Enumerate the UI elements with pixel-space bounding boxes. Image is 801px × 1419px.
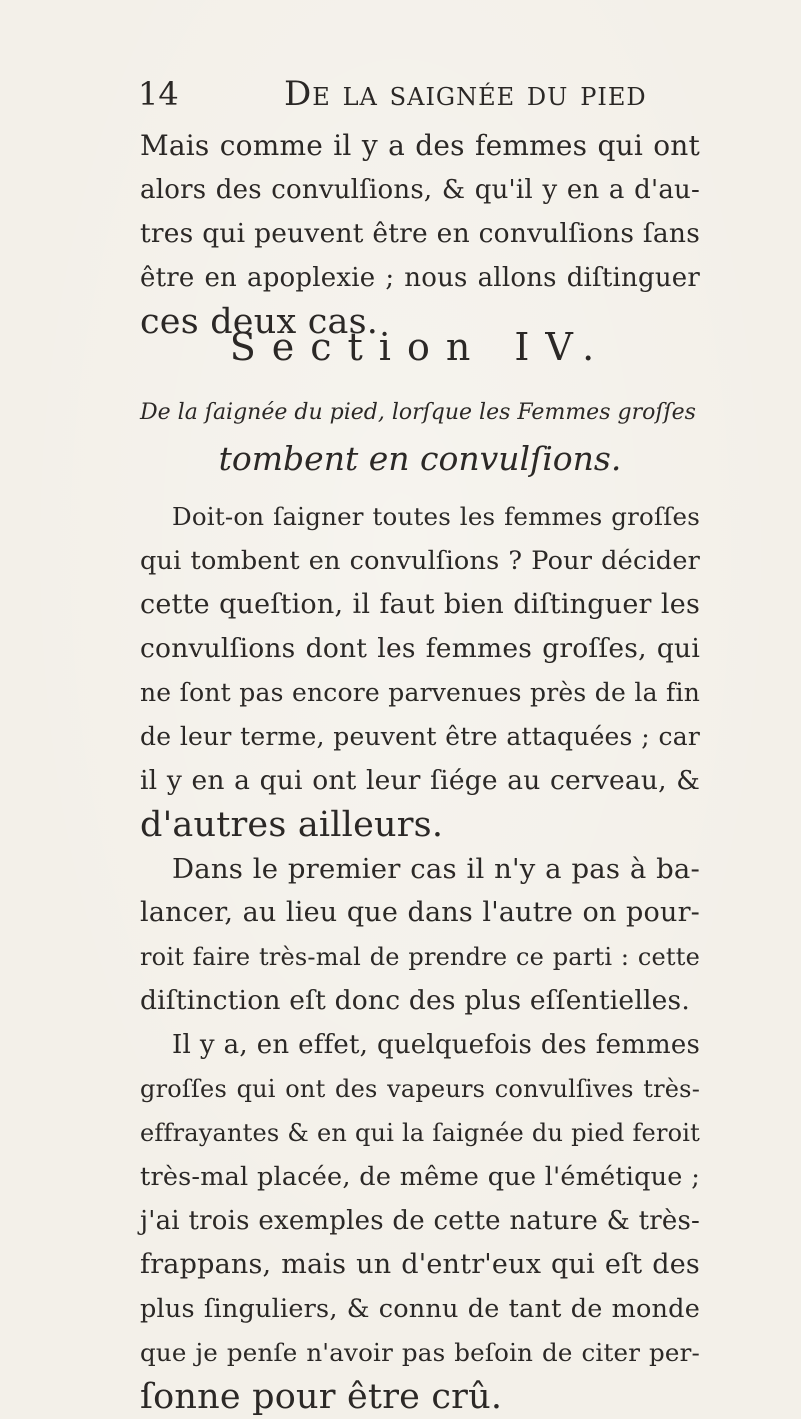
text-line: frappans, mais un d'entr'eux qui eſt des [140,1249,700,1280]
text-line: cette queſtion, il faut bien diſtinguer les [140,589,700,620]
text-line: que je penſe n'avoir pas beſoin de citer per- [140,1338,700,1367]
text-line: être en apoplexie ; nous allons diſtinguer [140,263,700,293]
page-header [138,72,698,116]
text-line: ces deux cas. [140,302,379,342]
text-line: Doit-on ſaigner toutes les femmes groſſes [172,502,700,531]
text-line: alors des convulſions, & qu'il y en a d'au- [140,175,700,205]
section-subtitle-line-2: tombent en convulſions. [218,439,622,478]
text-line: j'ai trois exemples de cette nature & très- [140,1206,700,1236]
text-line: Mais comme il y a des femmes qui ont [140,129,700,162]
text-line: groſſes qui ont des vapeurs convulſives très- [140,1075,700,1103]
text-line: ne ſont pas encore parvenues près de la fin [140,678,700,707]
text-line: Il y a, en effet, quelquefois des femmes [172,1030,700,1060]
text-line: d'autres ailleurs. [140,805,444,845]
text-line: qui tombent en convulſions ? Pour décider [140,546,700,576]
text-line: il y en a qui ont leur ſiége au cerveau, & [140,765,700,796]
text-line: ſonne pour être crû. [140,1377,503,1417]
section-body [140,495,700,1419]
running-title: De la saignée du pied [284,74,647,114]
text-line: diſtinction eſt donc des plus eſſentielles. [140,985,690,1016]
text-line: effrayantes & en qui la ſaignée du pied feroit [140,1119,700,1147]
intro-paragraph [140,124,700,344]
section-subtitle-line-1: De la ſaignée du pied, lorſque les Femmes groſſes [140,400,696,425]
text-line: roit faire très-mal de prendre ce parti : cette [140,943,700,971]
text-line: très-mal placée, de même que l'émétique ; [140,1162,700,1192]
text-line: tres qui peuvent être en convulſions ſans [140,218,700,249]
page-number: 14 [138,75,179,113]
text-line: convulſions dont les femmes groſſes, qui [140,633,700,664]
text-line: de leur terme, peuvent être attaquées ; car [140,722,700,751]
section-heading: Section IV. [229,325,611,369]
text-line: lancer, au lieu que dans l'autre on pour- [140,897,700,928]
text-line: plus ſinguliers, & connu de tant de monde [140,1294,700,1324]
text-line: Dans le premier cas il n'y a pas à ba- [172,853,700,885]
